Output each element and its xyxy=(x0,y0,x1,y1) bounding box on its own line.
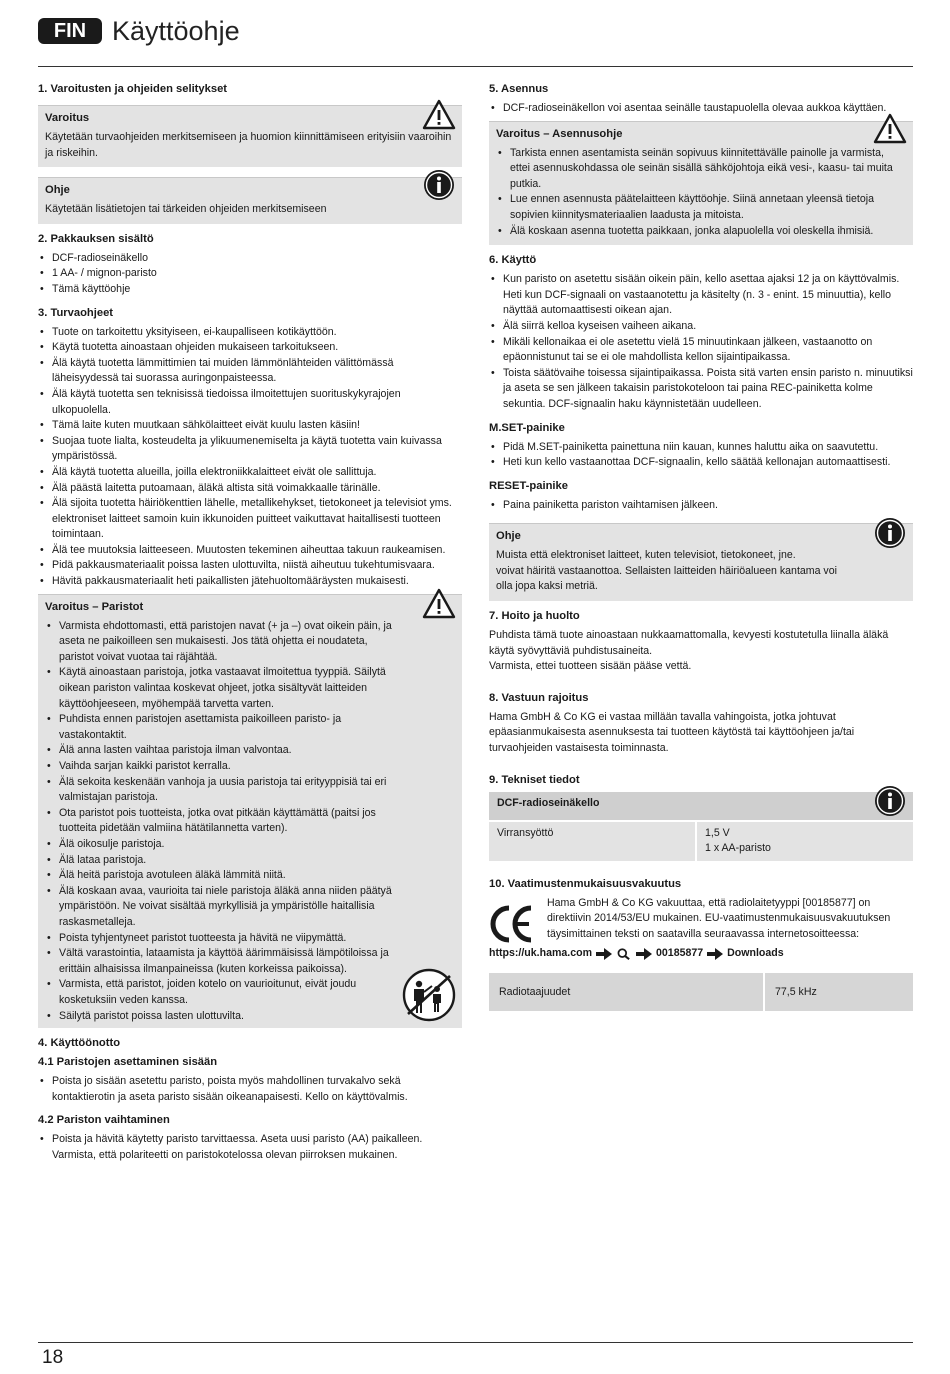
list-item: • Älä käytä tuotetta sen teknisissä tiedoissa ilmoitettujen suorituskykyrajojen ulkopuolella. xyxy=(38,387,462,418)
section-8-title: 8. Vastuun rajoitus xyxy=(489,691,589,704)
power-voltage: 1,5 V xyxy=(705,826,730,839)
list-item: • Käytä tuotetta ainoastaan ohjeiden mukaiseen tarkoitukseen. xyxy=(38,340,462,356)
left-column xyxy=(38,82,462,1171)
note-legend-box xyxy=(38,177,462,224)
radio-frequency-table xyxy=(489,973,913,1011)
reset-title: RESET-painike xyxy=(489,479,568,492)
warning-legend-box xyxy=(38,105,462,167)
list-item: • DCF-radioseinäkellon voi asentaa seinälle taustapuolella olevaa aukkoa käyttäen. xyxy=(489,101,913,117)
page-header xyxy=(38,14,913,67)
table-row xyxy=(489,821,913,861)
info-icon xyxy=(422,168,456,202)
care-text: Varmista, ettei tuotteen sisään pääse vettä. xyxy=(489,660,692,673)
list-item: • Ota paristot pois tuotteista, jotka ovat pitkään käyttämättä (paitsi jos tuotteita pidetään valmiina hätätilannetta varten). xyxy=(45,806,404,837)
list-item: • Heti kun kello vastaanottaa DCF-signaalin, kello säätää kellonajan automaattisesti. xyxy=(489,455,913,471)
list-item: • Älä sijoita tuotetta häiriökenttien lähelle, metallikehykset, tietokoneet ja televisiot yms. elektroniset laitteet samoin kuin ikkunoiden puitteet vaikuttavat haitallisesti tuotteen toimintaan. xyxy=(38,496,462,543)
warning-legend-text: Käytetään turvaohjeiden merkitsemiseen ja huomion kiinnittämiseen erityisiin vaaroihin ja riskeihin. xyxy=(45,131,452,159)
section-7-title: 7. Hoito ja huolto xyxy=(489,610,580,623)
battery-warning-list xyxy=(45,619,454,1024)
installation-list xyxy=(489,101,913,117)
reception-note-line: Muista että elektroniset laitteet, kuten televisiot, tietokoneet, jne. xyxy=(496,549,796,562)
installation-warning-list xyxy=(496,146,905,240)
note-legend-text: Käytetään lisätietojen tai tärkeiden ohjeiden merkitsemiseen xyxy=(45,203,327,216)
table-header-cell: DCF-radioseinäkello xyxy=(489,792,913,821)
download-path xyxy=(489,946,913,962)
installation-warning-title: Varoitus – Asennusohje xyxy=(496,127,623,140)
arrow-right-icon xyxy=(596,948,612,960)
section-5-title: 5. Asennus xyxy=(489,83,549,95)
list-item: • Älä lataa paristoja. xyxy=(45,853,404,869)
list-item: • Tämä laite kuten muutkaan sähkölaitteet eivät kuulu lasten käsiin! xyxy=(38,418,462,434)
replace-battery-list xyxy=(38,1132,462,1163)
arrow-right-icon xyxy=(707,948,723,960)
table-header-row xyxy=(489,792,913,821)
list-item: • Tarkista ennen asentamista seinän sopivuus kiinnitettävälle painolle ja varmista, ettei asennuskohdassa ole seinän sisällä sähköjohtoja eikä vesi-, kaasu- tai muita putkia. xyxy=(496,146,905,193)
list-item: • Älä siirrä kelloa kyseisen vaiheen aikana. xyxy=(489,319,913,335)
list-item: • Älä sekoita keskenään vanhoja ja uusia paristoja tai erityyppisiä tai eri valmistajan paristoja. xyxy=(45,775,404,806)
reception-note-line: olla jopa kaksi metriä. xyxy=(496,580,598,593)
note-legend-title: Ohje xyxy=(45,184,70,197)
downloads-label: Downloads xyxy=(727,946,784,959)
battery-warning-title: Varoitus – Paristot xyxy=(45,600,144,613)
safety-list xyxy=(38,325,462,590)
reset-list xyxy=(489,498,913,514)
footer-divider xyxy=(38,1342,913,1343)
operation-list xyxy=(489,272,913,412)
info-icon xyxy=(873,784,907,818)
section-2 xyxy=(38,232,462,298)
list-item: • Älä koskaan avaa, vaurioita tai niele paristoja äläkä anna niiden päätyä ympäristöön. Ne voivat sisältää myrkyllisiä ja ympäristölle haitallisia raskasmetalleja. xyxy=(45,884,404,931)
section-8 xyxy=(489,691,913,757)
list-item: • DCF-radioseinäkello xyxy=(38,251,462,267)
list-item: • Älä tee muutoksia laitteeseen. Muutosten tekeminen aiheuttaa takuun raukeamisen. xyxy=(38,543,462,559)
list-item: • Pidä pakkausmateriaalit poissa lasten ulottuvilta, niistä aiheutuu tukehtumisvaara. xyxy=(38,558,462,574)
section-3-title: 3. Turvaohjeet xyxy=(38,306,114,319)
website-link[interactable]: https://uk.hama.com xyxy=(489,946,593,959)
warning-triangle-icon xyxy=(873,112,907,146)
list-item: • Kun paristo on asetettu sisään oikein päin, kello asettaa ajaksi 12 ja on käyttövalmis. Heti kun DCF-signaali on vastaanotettu ja käsitelty (n. 3 - enint. 15 minuuttia), kello näyttää automaattisesti oikean ajan. xyxy=(489,272,913,319)
power-battery: 1 x AA-paristo xyxy=(705,842,771,855)
table-cell-label: Virransyöttö xyxy=(489,821,696,861)
frequency-label: Radiotaajuudet xyxy=(489,973,764,1011)
reception-note-line: voivat häiritä vastaanottoa. Sellaisten laitteiden häiriöalueen kantama voi xyxy=(496,564,837,577)
section-1-title: 1. Varoitusten ja ohjeiden selitykset xyxy=(38,83,228,95)
list-item: • Säilytä paristot poissa lasten ulottuvilta. xyxy=(45,1009,404,1025)
tech-specs-table xyxy=(489,792,913,861)
warning-triangle-icon xyxy=(422,587,456,621)
list-item: • Suojaa tuote lialta, kosteudelta ja ylikuumenemiselta ja käytä tuotetta vain kuivassa ympäristössä. xyxy=(38,434,462,465)
document-title: Käyttöohje xyxy=(112,16,240,46)
arrow-right-icon xyxy=(636,948,652,960)
list-item: • Vaihda sarjan kaikki paristot kerralla. xyxy=(45,759,404,775)
table-row xyxy=(489,973,913,1011)
keep-away-from-children-icon xyxy=(402,968,456,1022)
section-10 xyxy=(489,877,913,1012)
list-item: • Tuote on tarkoitettu yksityiseen, ei-kaupalliseen kotikäyttöön. xyxy=(38,325,462,341)
section-9-title: 9. Tekniset tiedot xyxy=(489,773,580,786)
info-icon xyxy=(873,516,907,550)
list-item: • Mikäli kellonaikaa ei ole asetettu vielä 15 minuutinkaan jälkeen, vastaanotto on epäonnistunut tai se ei ole mahdollista kellon sijaintipaikassa. xyxy=(489,335,913,366)
reception-note-box xyxy=(489,523,913,601)
section-4-2-title: 4.2 Pariston vaihtaminen xyxy=(38,1114,170,1127)
list-item: • Poista tyhjentyneet paristot tuotteesta ja hävitä ne viipymättä. xyxy=(45,931,404,947)
list-item: • Älä heitä paristoja avotuleen äläkä lämmitä niitä. xyxy=(45,868,404,884)
liability-text: Hama GmbH & Co KG ei vastaa millään tavalla vahingoista, jotka johtuvat epäasianmukaisesta asennuksesta tai tuotteen käytöstä tai käyttöohjeen ja/tai turvaohjeiden vastaisesta toiminnasta. xyxy=(489,710,855,755)
section-7 xyxy=(489,609,913,675)
section-3 xyxy=(38,306,462,1029)
section-4 xyxy=(38,1036,462,1163)
mset-title: M.SET-painike xyxy=(489,421,565,434)
list-item: • Älä oikosulje paristoja. xyxy=(45,837,404,853)
ce-mark-icon xyxy=(489,902,535,946)
list-item: • Varmista, että paristot, joiden kotelo on vaurioitunut, eivät joudu kosketuksiin veden kanssa. xyxy=(45,977,404,1008)
list-item: • Toista säätövaihe toisessa sijaintipaikassa. Poista sitä varten ensin paristo n. minuutiksi ja aseta se sen jälkeen takaisin paristokoteloon tai paina REC-painiketta kolme sekuntia. DCF-signaalin haku käynnistetään uudelleen. xyxy=(489,366,913,413)
frequency-value: 77,5 kHz xyxy=(764,973,913,1011)
list-item: • Poista jo sisään asetettu paristo, poista myös mahdollinen turvakalvo sekä kontaktierotin ja aseta paristo sisään oikeanapaisesti. Kello on käyttövalmis. xyxy=(38,1074,462,1105)
section-5 xyxy=(489,82,913,245)
list-item: • Puhdista ennen paristojen asettamista paikoilleen paristo- ja vastakontaktit. xyxy=(45,712,404,743)
list-item: • Poista ja hävitä käytetty paristo tarvittaessa. Aseta uusi paristo (AA) paikalleen. Varmista, että polariteetti on paristokotelossa olevan piirroksen mukainen. xyxy=(38,1132,462,1163)
insert-battery-list xyxy=(38,1074,462,1105)
list-item: • Älä käytä tuotetta alueilla, joilla elektroniikkalaitteet eivät ole sallittuja. xyxy=(38,465,462,481)
section-6-title: 6. Käyttö xyxy=(489,254,537,267)
list-item: • Älä koskaan asenna tuotetta paikkaan, jonka alapuolella voi oleskella ihmisiä. xyxy=(496,224,905,240)
right-column xyxy=(489,82,913,1019)
package-contents-list xyxy=(38,251,462,298)
page-number: 18 xyxy=(42,1347,64,1368)
section-1 xyxy=(38,82,462,224)
battery-warning-box xyxy=(38,594,462,1028)
installation-warning-box xyxy=(489,121,913,246)
care-text: Puhdista tämä tuote ainoastaan nukkaamattomalla, kevyesti kostutetulla liinalla äläkä käytä syövyttäviä puhdistusaineita. xyxy=(489,629,889,657)
list-item: • Varmista ehdottomasti, että paristojen navat (+ ja –) ovat oikein päin, ja aseta ne paikoilleen sen mukaisesti. Jos tätä ohjetta ei noudateta, paristot voivat vuotaa tai räjähtää. xyxy=(45,619,404,666)
list-item: • Hävitä pakkausmateriaalit heti paikallisten jätehuoltomääräysten mukaisesti. xyxy=(38,574,462,590)
mset-list xyxy=(489,440,913,471)
list-item: • Lue ennen asennusta päätelaitteen käyttöohje. Siinä annetaan yleensä tietoja sopivien kiinnitysmateriaalien laadusta ja mitoista. xyxy=(496,192,905,223)
reception-note-title: Ohje xyxy=(496,530,521,543)
section-6 xyxy=(489,253,913,601)
ce-declaration xyxy=(489,896,913,946)
section-2-title: 2. Pakkauksen sisältö xyxy=(38,232,154,245)
warning-legend-title: Varoitus xyxy=(45,112,90,124)
list-item: • Älä anna lasten vaihtaa paristoja ilman valvontaa. xyxy=(45,743,404,759)
list-item: • 1 AA- / mignon-paristo xyxy=(38,266,462,282)
conformity-text: Hama GmbH & Co KG vakuuttaa, että radiolaitetyyppi [00185877] on direktiivin 2014/53/EU mukainen. EU-vaatimustenmukaisuusvakuutuksen täysimittainen teksti on saatavilla seuraavassa internetosoitteessa: xyxy=(547,896,891,940)
table-cell-value xyxy=(696,821,913,861)
section-4-title: 4. Käyttöönotto xyxy=(38,1037,121,1050)
article-number: 00185877 xyxy=(656,946,704,959)
search-icon xyxy=(616,948,632,960)
section-9 xyxy=(489,773,913,861)
list-item: • Vältä varastointia, lataamista ja käyttöä äärimmäisissä lämpötiloissa ja erittäin alhaisissa ilmanpaineissa (kuten korkeissa paikoissa). xyxy=(45,946,404,977)
list-item: • Pidä M.SET-painiketta painettuna niin kauan, kunnes haluttu aika on saavutettu. xyxy=(489,440,913,456)
warning-triangle-icon xyxy=(422,98,456,132)
language-badge: FIN xyxy=(38,18,102,44)
list-item: • Paina painiketta pariston vaihtamisen jälkeen. xyxy=(489,498,913,514)
section-4-1-title: 4.1 Paristojen asettaminen sisään xyxy=(38,1056,218,1069)
list-item: • Käytä ainoastaan paristoja, jotka vastaavat ilmoitettua tyyppiä. Säilytä oikean pariston valintaa koskevat ohjeet, jotka sisältyvät laitteiden käyttöohjeeseen, myöhempää tarvetta varten. xyxy=(45,665,404,712)
list-item: • Älä käytä tuotetta lämmittimien tai muiden lämmönlähteiden välittömässä läheisyydessä tai suorassa auringonpaisteessa. xyxy=(38,356,462,387)
list-item: • Tämä käyttöohje xyxy=(38,282,462,298)
list-item: • Älä päästä laitetta putoamaan, äläkä altista sitä voimakkaalle tärinälle. xyxy=(38,481,462,497)
section-10-title: 10. Vaatimustenmukaisuusvakuutus xyxy=(489,877,682,890)
